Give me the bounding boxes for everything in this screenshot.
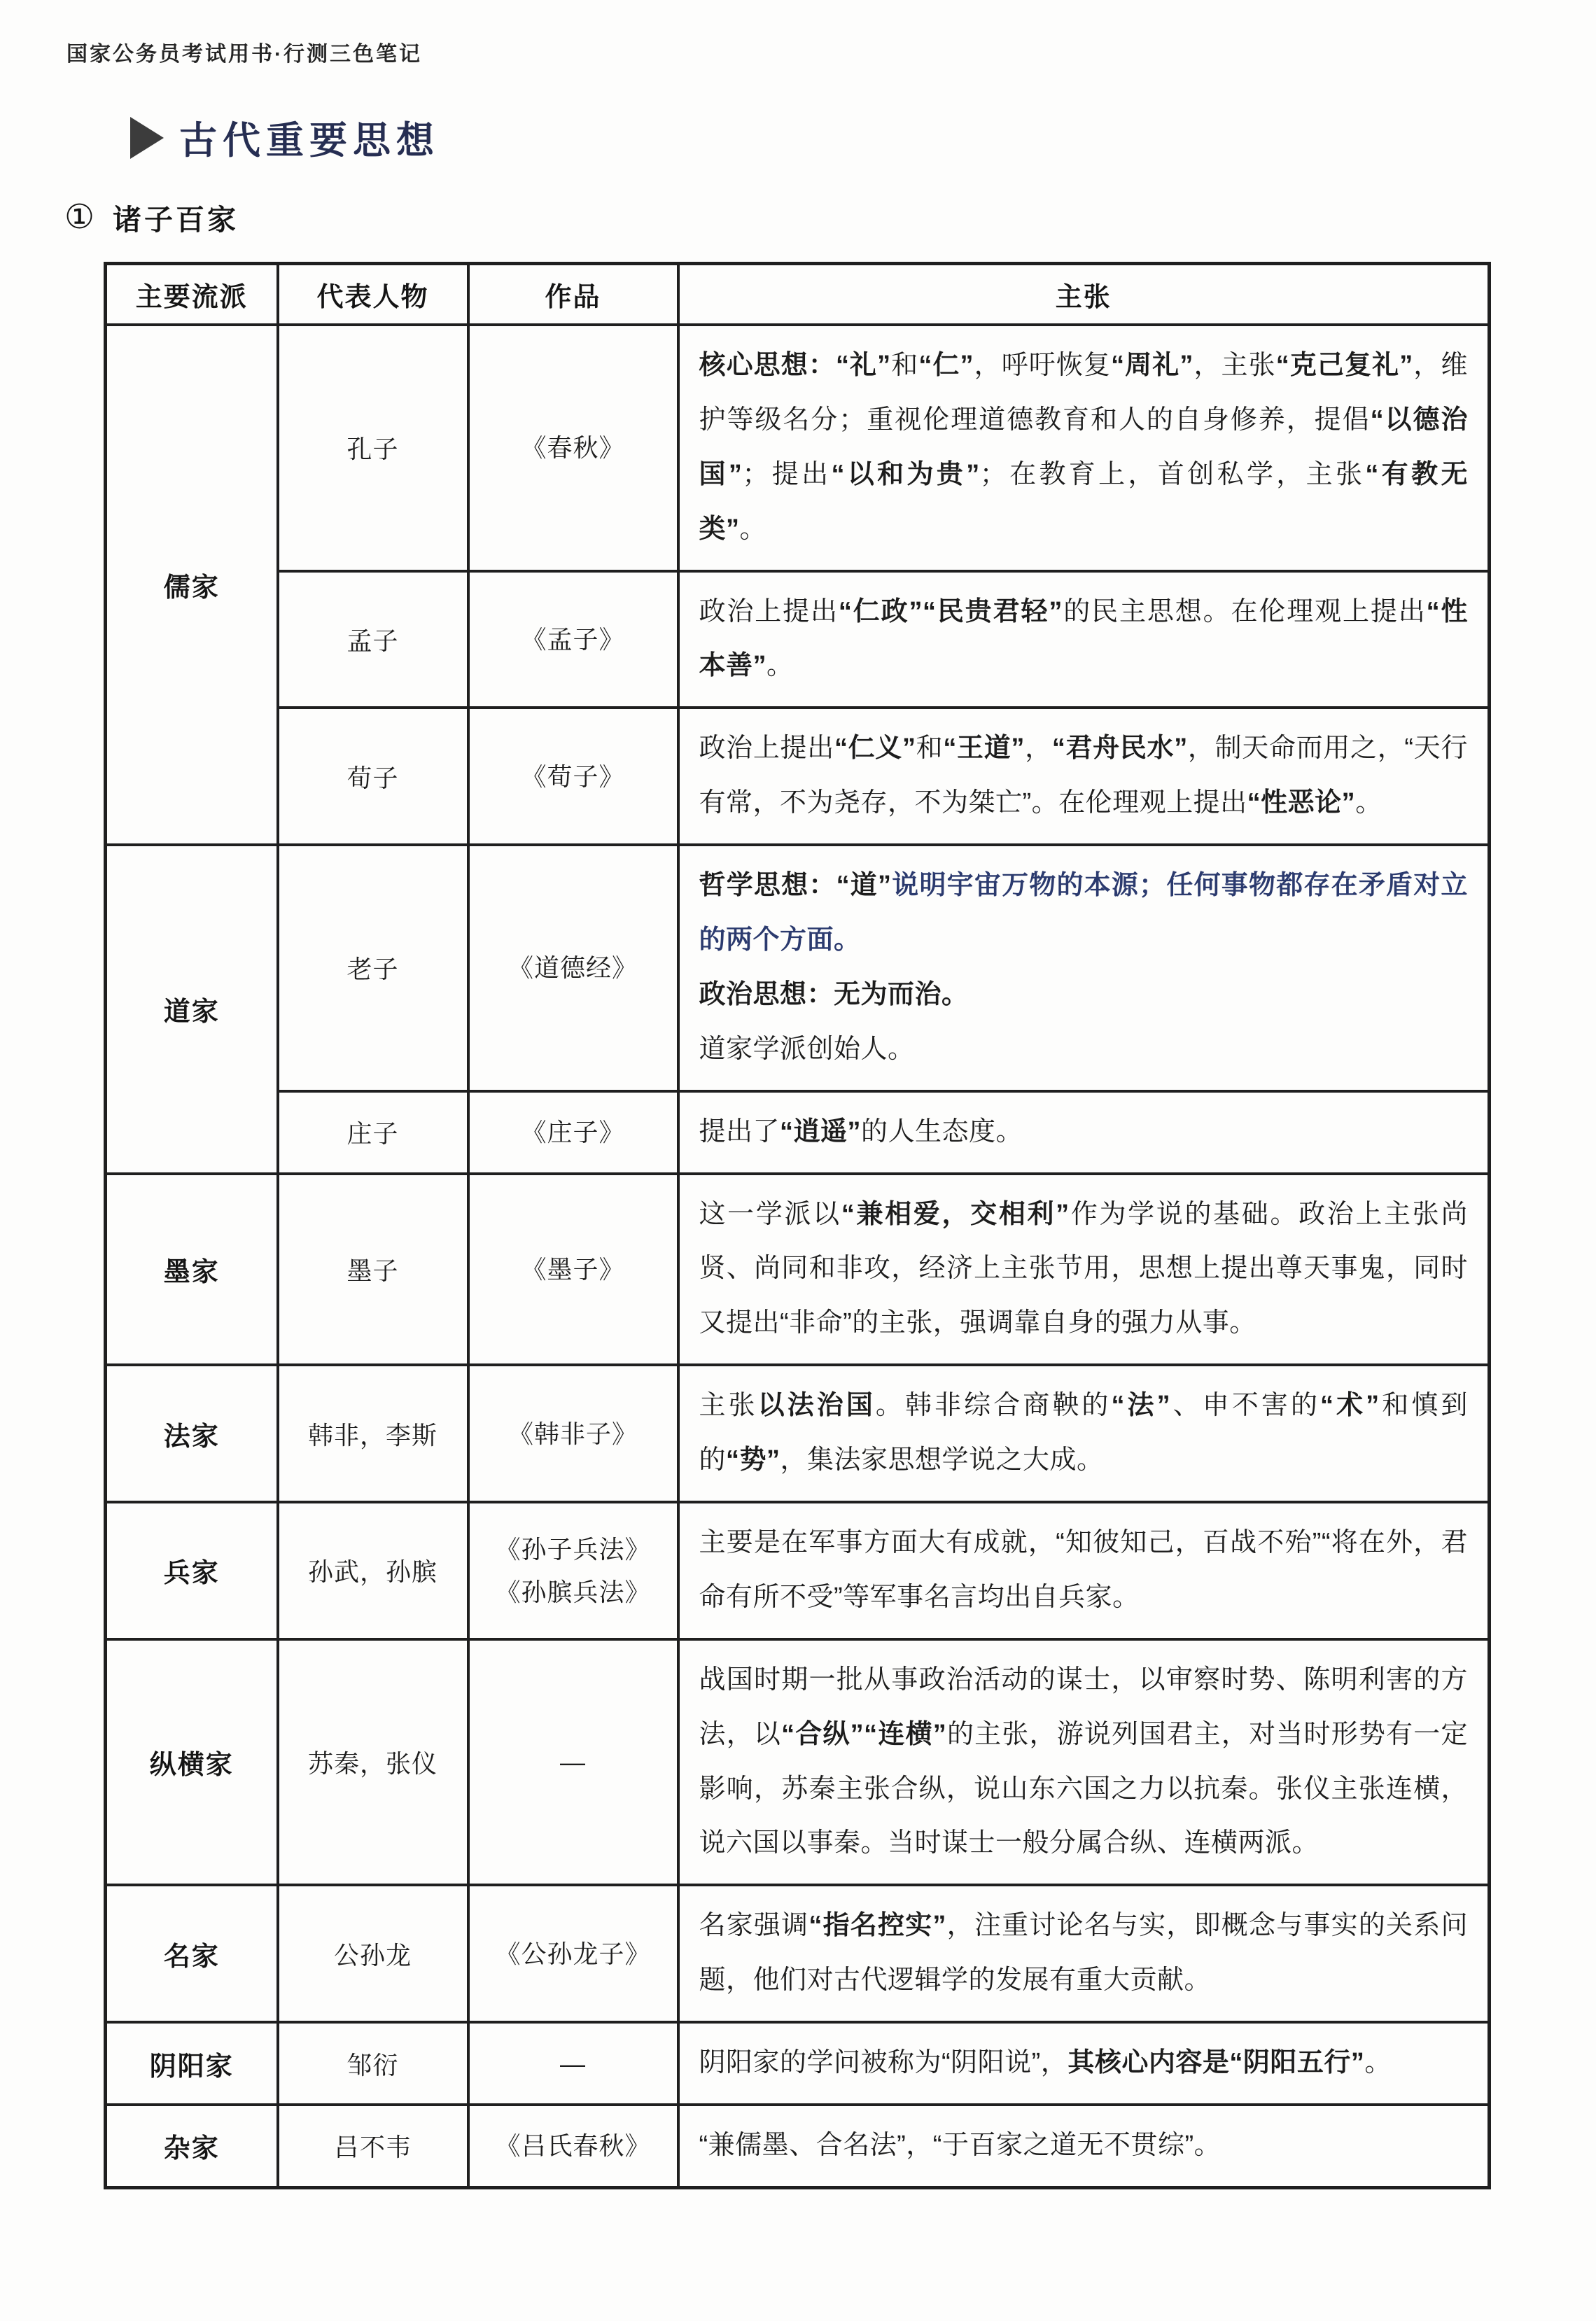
scanned-book-page <box>0 36 1596 2321</box>
table-row <box>106 1502 1490 1639</box>
table-row <box>106 1091 1490 1174</box>
claim-text-segment: 和 <box>890 351 919 380</box>
claim-cell <box>678 845 1490 1091</box>
work-cell <box>468 571 678 708</box>
work-title: 《孟子》 <box>521 624 625 654</box>
person-cell: 孔子 <box>278 325 468 571</box>
claim-text-segment: 哲学思想： <box>699 871 836 901</box>
section-title: 古代重要思想 <box>179 120 440 162</box>
claim-text-segment: 核心思想： <box>699 351 836 380</box>
table-row <box>106 845 1490 1091</box>
person-cell: 邹衍 <box>278 2022 468 2105</box>
claim-text-segment: “有教无类” <box>699 459 1468 544</box>
claim-text-segment: “道” <box>836 871 892 901</box>
claim-text-segment: 政治上提出 <box>699 734 834 764</box>
claim-text-segment: 。 <box>739 514 767 544</box>
claim-text-segment: 政治思想： <box>699 979 834 1009</box>
claim-text-segment: ，注重讨论名与实，即概念与事实的关系问题，他们对古代逻辑学的发展有重大贡献。 <box>699 1911 1468 1996</box>
claim-text-segment: “合纵”“连横” <box>781 1719 947 1749</box>
claim-text-segment: 。韩非综合商鞅的 <box>875 1391 1112 1421</box>
claim-text-segment: 道家学派创始人。 <box>699 1034 915 1064</box>
claim-text-segment: “兼相爱，交相利” <box>841 1199 1070 1229</box>
claim-text-segment: ，呼吁恢复 <box>974 351 1112 380</box>
school-cell: 杂家 <box>106 2105 278 2187</box>
claim-cell <box>678 1365 1490 1502</box>
claim-text-segment: “仁义” <box>834 734 916 764</box>
subsection-heading <box>64 197 1596 238</box>
column-header-school: 主要流派 <box>106 264 278 325</box>
claim-cell <box>678 1091 1490 1174</box>
work-dash: — <box>560 1748 586 1776</box>
work-cell <box>468 708 678 845</box>
claim-cell <box>678 1502 1490 1639</box>
claim-text-segment: “指名控实” <box>808 1911 946 1941</box>
claim-paragraph <box>699 1023 1469 1077</box>
person-cell: 苏秦，张仪 <box>278 1639 468 1886</box>
claim-paragraph <box>699 968 1469 1023</box>
work-title: 《孙膑兵法》 <box>495 1577 651 1606</box>
claim-text-segment: “逍遥” <box>780 1116 862 1147</box>
claim-text-segment: 名家强调 <box>699 1911 809 1941</box>
table-row <box>106 1639 1490 1886</box>
claim-text-segment: 。 <box>1364 2048 1392 2078</box>
school-cell: 名家 <box>106 1885 278 2022</box>
claim-text-segment: ，维护等级名分；重视伦理道德教育和人的自身修养，提倡 <box>699 351 1468 435</box>
claim-cell <box>678 708 1490 845</box>
claim-cell <box>678 571 1490 708</box>
column-header-claim: 主张 <box>678 264 1490 325</box>
claim-paragraph <box>699 1516 1469 1625</box>
claim-text-segment: ， <box>1024 734 1052 764</box>
claim-text-segment: 政治上提出 <box>699 596 839 626</box>
claim-text-segment: “性本善” <box>699 596 1468 681</box>
claim-text-segment: “阴阳五行” <box>1229 2048 1365 2078</box>
work-cell <box>468 1365 678 1502</box>
table-row <box>106 1365 1490 1502</box>
work-title: 《荀子》 <box>521 762 625 791</box>
claim-text-segment: 的民主思想。在伦理观上提出 <box>1062 596 1427 626</box>
claim-paragraph <box>699 859 1469 968</box>
work-cell <box>468 845 678 1091</box>
person-cell: 荀子 <box>278 708 468 845</box>
claim-text-segment: 提出了 <box>699 1116 780 1147</box>
claim-paragraph <box>699 2119 1469 2173</box>
schools-of-thought-table <box>104 262 1491 2189</box>
work-title: 《春秋》 <box>521 433 625 463</box>
claim-paragraph <box>699 585 1469 694</box>
table-row <box>106 2105 1490 2187</box>
claim-text-segment: “势” <box>726 1445 780 1475</box>
work-title: 《吕氏春秋》 <box>495 2131 651 2161</box>
table-row <box>106 708 1490 845</box>
school-cell: 法家 <box>106 1365 278 1502</box>
claim-cell <box>678 1639 1490 1886</box>
claim-text-segment: “兼儒墨、合名法”，“于百家之道无不贯综”。 <box>699 2131 1222 2161</box>
work-cell <box>468 1174 678 1366</box>
column-header-person: 代表人物 <box>278 264 468 325</box>
claim-text-segment: 这一学派以 <box>699 1199 841 1229</box>
table-row <box>106 325 1490 571</box>
claim-text-segment: 和慎到的 <box>699 1391 1468 1475</box>
school-cell: 儒家 <box>106 325 278 845</box>
claim-cell <box>678 2105 1490 2187</box>
work-dash: — <box>560 2049 586 2078</box>
work-cell <box>468 1639 678 1886</box>
claim-text-segment: “性恶论” <box>1247 788 1356 818</box>
claim-paragraph <box>699 1105 1469 1160</box>
person-cell: 韩非，李斯 <box>278 1365 468 1502</box>
book-header: 国家公务员考试用书·行测三色笔记 <box>66 43 422 66</box>
claim-text-segment: ；在教育上，首创私学，主张 <box>979 459 1366 489</box>
claim-text-segment: 的人生态度。 <box>861 1116 1023 1147</box>
school-cell: 道家 <box>106 845 278 1173</box>
person-cell: 孙武，孙膑 <box>278 1502 468 1639</box>
claim-text-segment: 战国时期一批从事政治活动的谋士，以审察时势、陈明利害的方法，以 <box>699 1664 1468 1749</box>
claim-paragraph <box>699 722 1469 831</box>
table-header-row <box>106 264 1490 325</box>
school-cell: 纵横家 <box>106 1639 278 1886</box>
column-header-work: 作品 <box>468 264 678 325</box>
work-title: 《韩非子》 <box>507 1419 638 1448</box>
person-cell: 墨子 <box>278 1174 468 1366</box>
person-cell: 孟子 <box>278 571 468 708</box>
claim-text-segment: “仁政”“民贵君轻” <box>838 596 1063 626</box>
claim-text-segment: ，主张 <box>1193 351 1276 380</box>
person-cell: 老子 <box>278 845 468 1091</box>
claim-text-segment: 无为而治。 <box>834 979 969 1009</box>
claim-text-segment: 的主张，游说列国君主，对当时形势有一定影响，苏秦主张合纵，说山东六国之力以抗秦。张仪主张连横，说六国以事秦。当时谋士一般分属合纵、连横两派。 <box>699 1719 1468 1858</box>
claim-text-segment: “仁” <box>918 351 974 380</box>
school-cell: 墨家 <box>106 1174 278 1366</box>
table-row <box>106 571 1490 708</box>
person-cell: 庄子 <box>278 1091 468 1174</box>
claim-text-segment: 作为学说的基础。政治上主张尚贤、尚同和非攻，经济上主张节用，思想上提出尊天事鬼，同时又提出“非命”的主张，强调靠自身的强力从事。 <box>699 1199 1468 1338</box>
claim-text-segment: “法” <box>1111 1391 1171 1421</box>
work-title: 《庄子》 <box>521 1118 625 1147</box>
claim-text-segment: ，制天命而用之，“天行有常，不为尧存，不为桀亡”。在伦理观上提出 <box>699 734 1468 818</box>
claim-text-segment: 以法治国 <box>757 1391 876 1421</box>
subsection-title: 诸子百家 <box>113 204 239 236</box>
claim-text-segment: “礼” <box>835 351 891 380</box>
claim-text-segment: “王道” <box>943 734 1025 764</box>
claim-cell <box>678 2022 1490 2105</box>
claim-text-segment: 。 <box>766 651 794 681</box>
claim-text-segment: 说明宇宙万物的本源；任何事物都存在矛盾对立的两个方面。 <box>699 871 1468 955</box>
section-heading <box>130 111 1596 164</box>
work-title: 《孙子兵法》 <box>495 1534 651 1564</box>
claim-text-segment: ；提出 <box>742 459 832 489</box>
school-cell: 兵家 <box>106 1502 278 1639</box>
claim-text-segment: 和 <box>916 734 944 764</box>
table-row <box>106 1174 1490 1366</box>
claim-paragraph <box>699 1653 1469 1872</box>
claim-text-segment: 其核心内容是 <box>1068 2048 1230 2078</box>
claim-text-segment: “周礼” <box>1111 351 1194 380</box>
person-cell: 吕不韦 <box>278 2105 468 2187</box>
work-cell <box>468 1091 678 1174</box>
claim-paragraph <box>699 339 1469 557</box>
table-row <box>106 2022 1490 2105</box>
claim-text-segment: 主张 <box>699 1391 758 1421</box>
work-cell <box>468 2022 678 2105</box>
work-cell <box>468 325 678 571</box>
claim-text-segment: 阴阳家的学问被称为“阴阳说”， <box>699 2048 1068 2078</box>
claim-text-segment: 主要是在军事方面大有成就，“知彼知己，百战不殆”“将在外，君命有所不受”等军事名言均出自兵家。 <box>699 1528 1468 1612</box>
school-cell: 阴阳家 <box>106 2022 278 2105</box>
claim-text-segment: “克己复礼” <box>1275 351 1413 380</box>
claim-paragraph <box>699 1899 1469 2008</box>
triangle-bullet-icon <box>130 117 164 159</box>
work-cell <box>468 2105 678 2187</box>
work-title: 《公孙龙子》 <box>495 1939 651 1968</box>
work-cell <box>468 1502 678 1639</box>
claim-paragraph <box>699 1379 1469 1488</box>
claim-text-segment: 、申不害的 <box>1170 1391 1321 1421</box>
claim-cell <box>678 1174 1490 1366</box>
claim-paragraph <box>699 2036 1469 2091</box>
circled-number: ① <box>64 198 95 236</box>
claim-text-segment: “以和为贵” <box>831 459 980 489</box>
claim-text-segment: 。 <box>1355 788 1382 818</box>
claim-text-segment: “君舟民水” <box>1051 734 1188 764</box>
claim-text-segment: ，集法家思想学说之大成。 <box>780 1445 1104 1475</box>
claim-paragraph <box>699 1188 1469 1352</box>
claim-text-segment: “以德治国” <box>699 405 1468 489</box>
work-title: 《道德经》 <box>507 953 638 983</box>
claim-cell <box>678 1885 1490 2022</box>
person-cell: 公孙龙 <box>278 1885 468 2022</box>
work-cell <box>468 1885 678 2022</box>
claim-cell <box>678 325 1490 571</box>
work-title: 《墨子》 <box>521 1254 625 1284</box>
table-row <box>106 1885 1490 2022</box>
claim-text-segment: “术” <box>1320 1391 1380 1421</box>
